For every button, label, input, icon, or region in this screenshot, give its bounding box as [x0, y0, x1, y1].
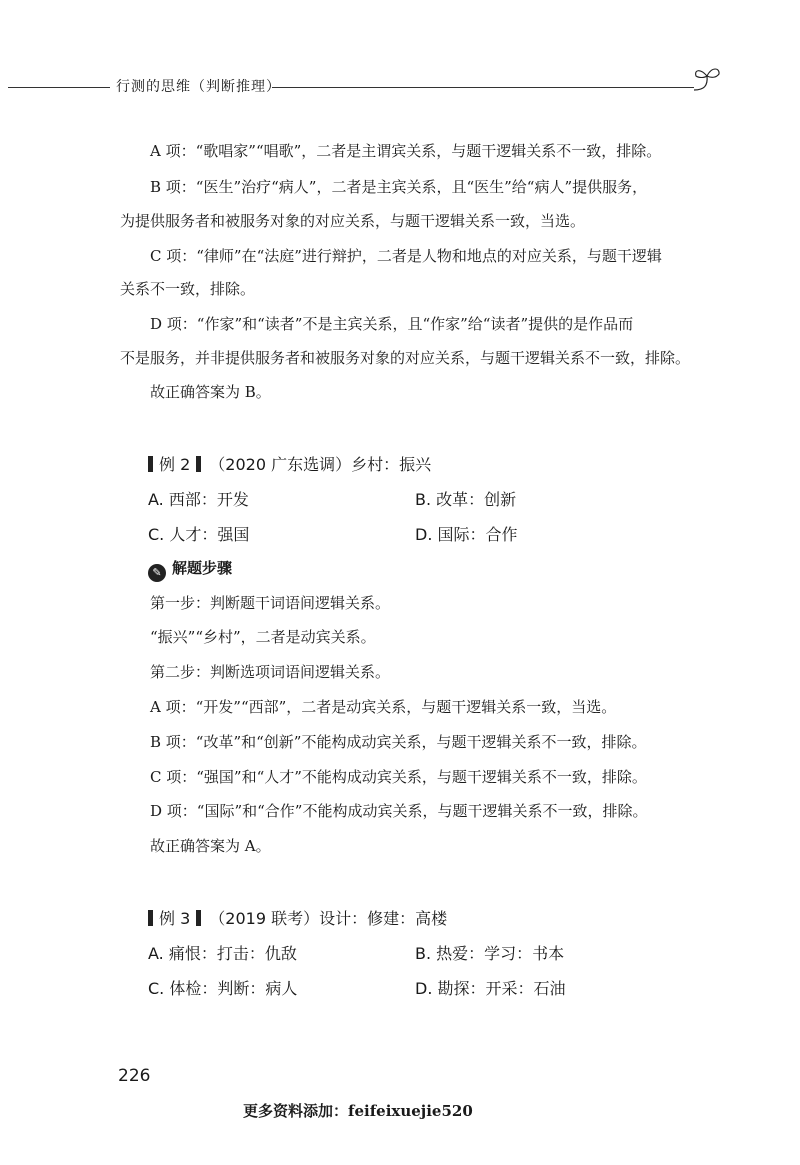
analysis-line: 不是服务，并非提供服务者和被服务对象的对应关系，与题干逻辑关系不一致，排除。	[120, 349, 691, 367]
pencil-icon: ✎	[148, 564, 166, 582]
answer-line: 故正确答案为 A。	[150, 837, 271, 855]
bracket-bar	[196, 456, 201, 472]
example-2-title	[148, 452, 431, 475]
running-header	[0, 72, 800, 102]
bracket-bar	[148, 456, 153, 472]
option-c: C. 体检：判断：病人	[148, 979, 298, 998]
step-line: B 项：“改革”和“创新”不能构成动宾关系，与题干逻辑关系不一致，排除。	[150, 733, 647, 751]
step-line: 第二步：判断选项词语间逻辑关系。	[150, 663, 391, 681]
step-line: A 项：“开发”“西部”，二者是动宾关系，与题干逻辑关系一致，当选。	[150, 698, 617, 716]
example-question: （2020 广东选调）乡村：振兴	[209, 455, 432, 474]
option-a: A. 痛恨：打击：仇敌	[148, 944, 297, 963]
step-line: D 项：“国际”和“合作”不能构成动宾关系，与题干逻辑关系不一致，排除。	[150, 802, 648, 820]
option-b: B. 热爱：学习：书本	[415, 944, 565, 963]
option-d: D. 勘探：开采：石油	[415, 979, 566, 998]
analysis-line: C 项：“律师”在“法庭”进行辩护，二者是人物和地点的对应关系，与题干逻辑	[150, 247, 662, 265]
header-rule-right	[272, 87, 694, 88]
header-title: 行测的思维（判断推理）	[116, 79, 281, 95]
analysis-line: 关系不一致，排除。	[120, 280, 256, 298]
footer-note: 更多资料添加：feifeixuejie520	[243, 1102, 473, 1120]
sprout-icon	[690, 62, 724, 94]
step-line: 第一步：判断题干词语间逻辑关系。	[150, 594, 391, 612]
analysis-line: A 项：“歌唱家”“唱歌”，二者是主谓宾关系，与题干逻辑关系不一致，排除。	[150, 142, 662, 160]
option-b: B. 改革：创新	[415, 490, 517, 509]
step-line: C 项：“强国”和“人才”不能构成动宾关系，与题干逻辑关系不一致，排除。	[150, 768, 647, 786]
step-line: “振兴”“乡村”，二者是动宾关系。	[150, 628, 376, 646]
option-d: D. 国际：合作	[415, 525, 518, 544]
option-c: C. 人才：强国	[148, 525, 250, 544]
option-a: A. 西部：开发	[148, 490, 249, 509]
example-label: 例 3	[159, 909, 191, 928]
bracket-bar	[148, 910, 153, 926]
steps-heading-text: 解题步骤	[172, 559, 233, 577]
page-number: 226	[118, 1066, 151, 1086]
header-rule-left	[8, 87, 110, 88]
answer-line: 故正确答案为 B。	[150, 383, 271, 401]
analysis-line: B 项：“医生”治疗“病人”，二者是主宾关系，且“医生”给“病人”提供服务，	[150, 178, 648, 196]
solution-steps-heading	[148, 557, 232, 582]
example-question: （2019 联考）设计：修建：高楼	[209, 909, 448, 928]
analysis-line: 为提供服务者和被服务对象的对应关系，与题干逻辑关系一致，当选。	[120, 212, 586, 230]
analysis-line: D 项：“作家”和“读者”不是主宾关系，且“作家”给“读者”提供的是作品而	[150, 315, 634, 333]
example-3-title	[148, 906, 447, 929]
bracket-bar	[196, 910, 201, 926]
example-label: 例 2	[159, 455, 191, 474]
